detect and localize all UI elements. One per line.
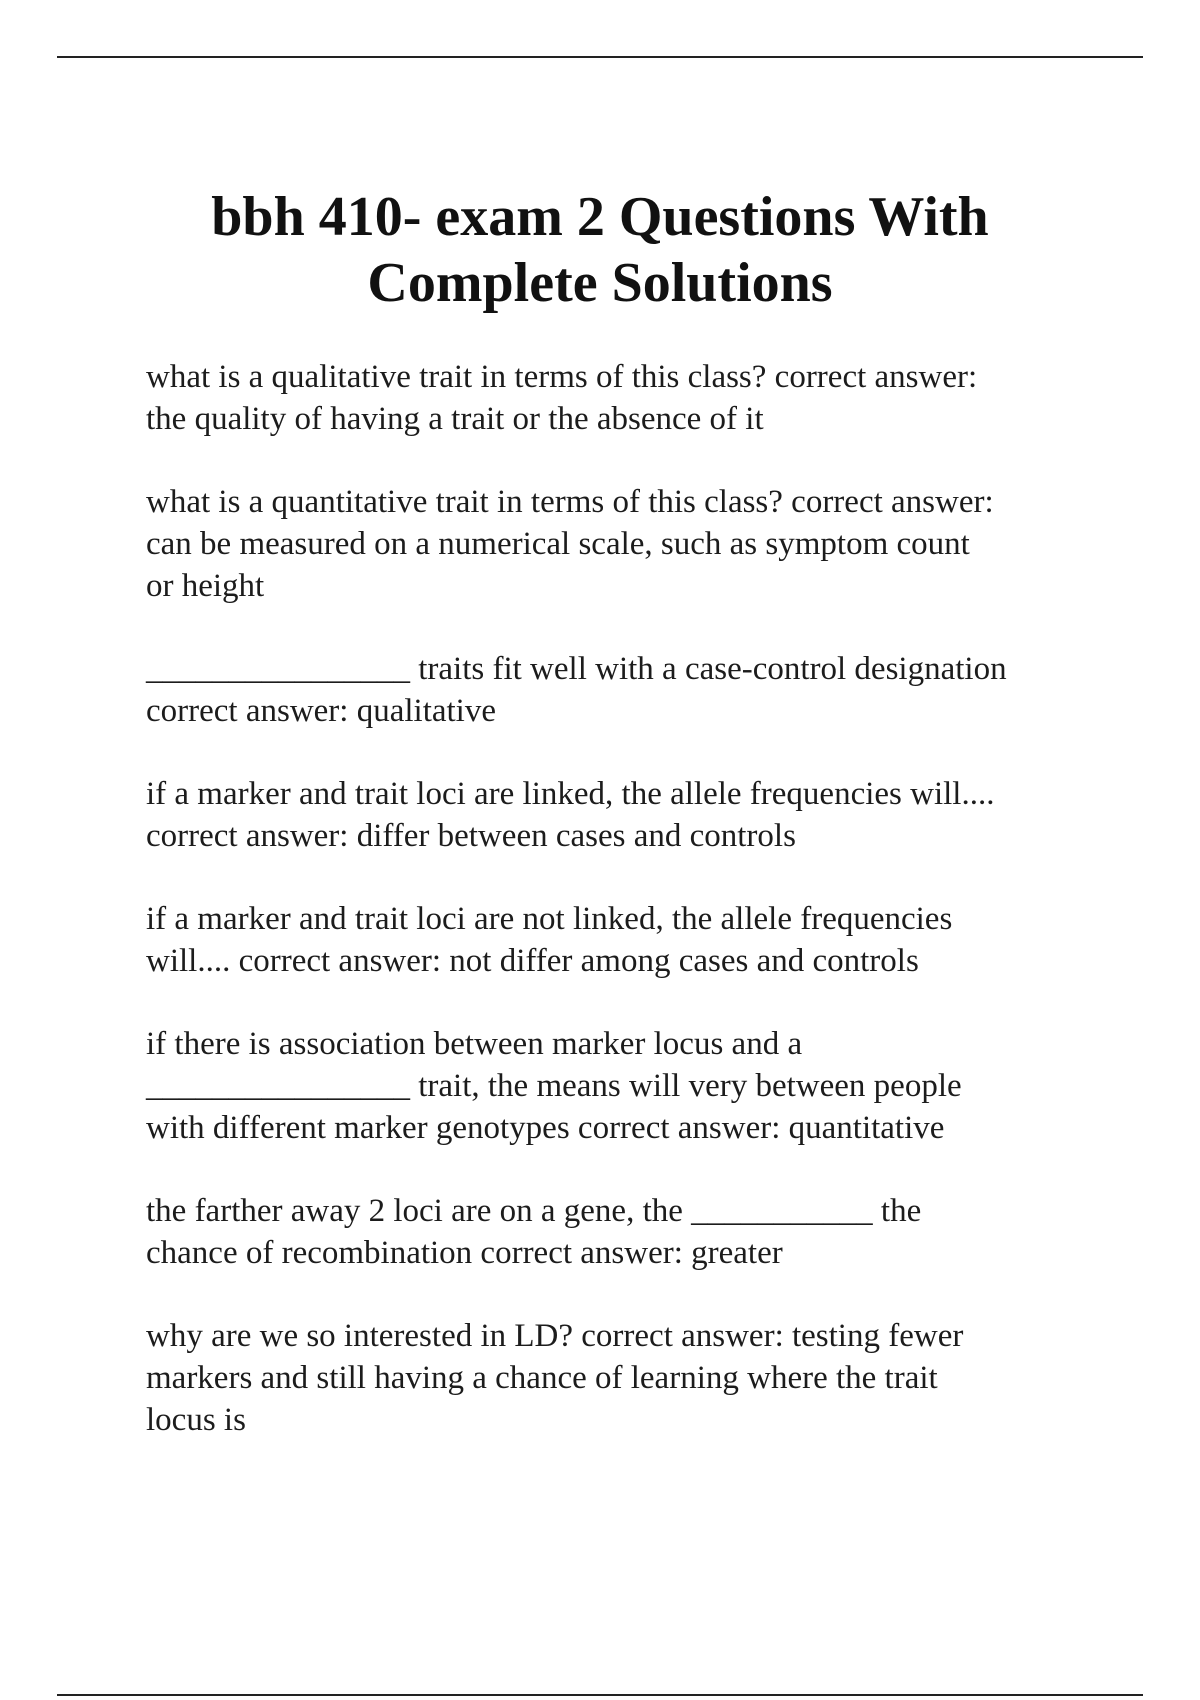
qa-line: ________________ traits fit well with a case-control designation [146,651,1007,687]
title-line: bbh 410- exam 2 Questions With [211,186,989,248]
qa-line: what is a quantitative trait in terms of this class? correct answer: [146,484,994,520]
qa-line: with different marker genotypes correct answer: quantitative [146,1110,945,1146]
qa-line: if there is association between marker locus and a [146,1026,803,1062]
qa-item-quantitative-trait [146,481,1086,607]
question-list [146,356,1086,1482]
qa-item-marker-association [146,1023,1086,1149]
qa-line: the quality of having a trait or the absence of it [146,401,764,437]
qa-line: if a marker and trait loci are linked, the allele frequencies will.... [146,776,995,812]
qa-line: ________________ trait, the means will very between people [146,1068,962,1104]
qa-item-recombination [146,1190,1086,1274]
top-rule [57,56,1143,58]
qa-line: correct answer: differ between cases and controls [146,818,796,854]
qa-line: chance of recombination correct answer: greater [146,1235,783,1271]
qa-item-linkage-disequilibrium [146,1315,1086,1441]
qa-line: can be measured on a numerical scale, such as symptom count [146,526,970,562]
qa-line: correct answer: qualitative [146,693,496,729]
qa-line: if a marker and trait loci are not linked, the allele frequencies [146,901,953,937]
qa-line: locus is [146,1402,246,1438]
qa-line: the farther away 2 loci are on a gene, the ___________ the [146,1193,922,1229]
qa-item-linked-loci [146,773,1086,857]
qa-item-unlinked-loci [146,898,1086,982]
qa-line: why are we so interested in LD? correct answer: testing fewer [146,1318,964,1354]
qa-line: what is a qualitative trait in terms of this class? correct answer: [146,359,978,395]
qa-item-qualitative-trait [146,356,1086,440]
document-title [100,184,1100,316]
qa-line: or height [146,568,265,604]
bottom-rule [57,1694,1143,1696]
qa-item-case-control [146,648,1086,732]
qa-line: will.... correct answer: not differ among cases and controls [146,943,919,979]
title-line: Complete Solutions [367,252,833,314]
qa-line: markers and still having a chance of learning where the trait [146,1360,938,1396]
